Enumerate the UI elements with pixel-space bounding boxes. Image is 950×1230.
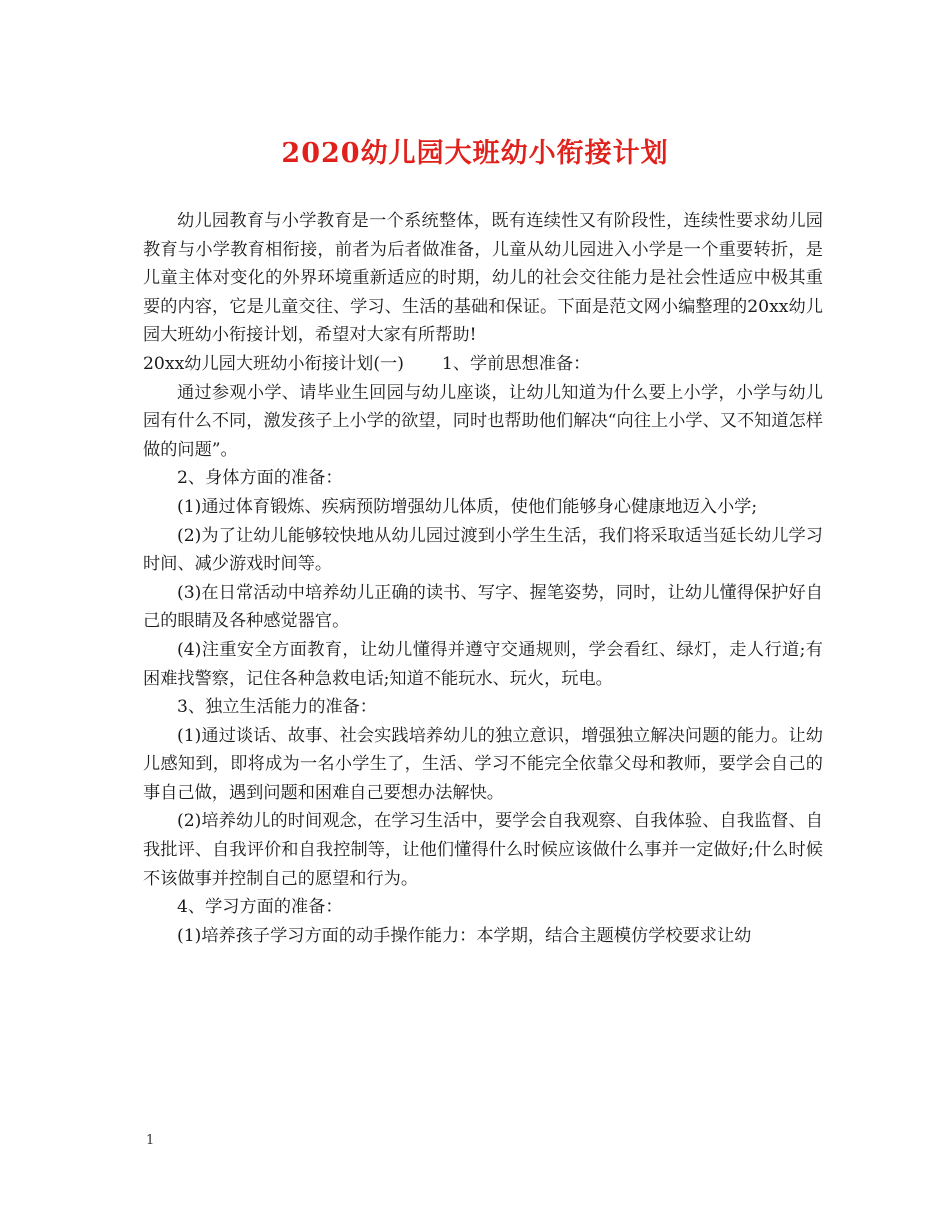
- plan-heading-row: [143, 350, 823, 379]
- page-number: 1: [146, 1133, 155, 1148]
- section1-heading: 1、学前思想准备：: [441, 353, 591, 374]
- section1-text: 通过参观小学、请毕业生回园与幼儿座谈，让幼儿知道为什么要上小学，小学与幼儿园有什么不同，激发孩子上小学的欲望，同时也帮助他们解决“向往上小学、又不知道怎样做的问题”。: [143, 382, 823, 460]
- section2-item: (2)为了让幼儿能够较快地从幼儿园过渡到小学生生活，我们将采取适当延长幼儿学习时间、减少游戏时间等。: [143, 525, 823, 575]
- section2-heading: 2、身体方面的准备：: [177, 468, 343, 489]
- section3-heading: 3、独立生活能力的准备：: [177, 697, 377, 718]
- section2-item: (1)通过体育锻炼、疾病预防增强幼儿体质，使他们能够身心健康地迈入小学;: [177, 496, 758, 517]
- section4-item: (1)培养孩子学习方面的动手操作能力：本学期，结合主题模仿学校要求让幼: [177, 925, 752, 946]
- section4-heading: 4、学习方面的准备：: [177, 897, 343, 918]
- document-title: 2020幼儿园大班幼小衔接计划: [281, 138, 669, 169]
- section3-item: (1)通过谈话、故事、社会实践培养幼儿的独立意识，增强独立解决问题的能力。让幼儿感知到，即将成为一名小学生了，生活、学习不能完全依靠父母和教师，要学会自己的事自己做，遇到问题和困难自己要想办法解快。: [143, 725, 823, 803]
- document-body: [143, 207, 823, 950]
- plan-heading: 20xx幼儿园大班幼小衔接计划(一): [143, 353, 404, 374]
- heading-spacer: [404, 350, 442, 379]
- section3-item: (2)培养幼儿的时间观念，在学习生活中，要学会自我观察、自我体验、自我监督、自我批评、自我评价和自我控制等，让他们懂得什么时候应该做什么事并一定做好;什么时候不该做事并控制自己的愿望和行为。: [143, 811, 823, 889]
- section2-item: (3)在日常活动中培养幼儿正确的读书、写字、握笔姿势，同时，让幼儿懂得保护好自己的眼睛及各种感觉器官。: [143, 582, 823, 632]
- intro-paragraph: 幼儿园教育与小学教育是一个系统整体，既有连续性又有阶段性，连续性要求幼儿园教育与小学教育相衔接，前者为后者做准备，儿童从幼儿园进入小学是一个重要转折，是儿童主体对变化的外界环境重新适应的时期，幼儿的社会交往能力是社会性适应中极其重要的内容，它是儿童交往、学习、生活的基础和保证。下面是范文网小编整理的20xx幼儿园大班幼小衔接计划，希望对大家有所帮助!: [143, 211, 823, 346]
- section2-item: (4)注重安全方面教育，让幼儿懂得并遵守交通规则，学会看红、绿灯，走人行道;有困难找警察，记住各种急救电话;知道不能玩水、玩火，玩电。: [143, 639, 823, 689]
